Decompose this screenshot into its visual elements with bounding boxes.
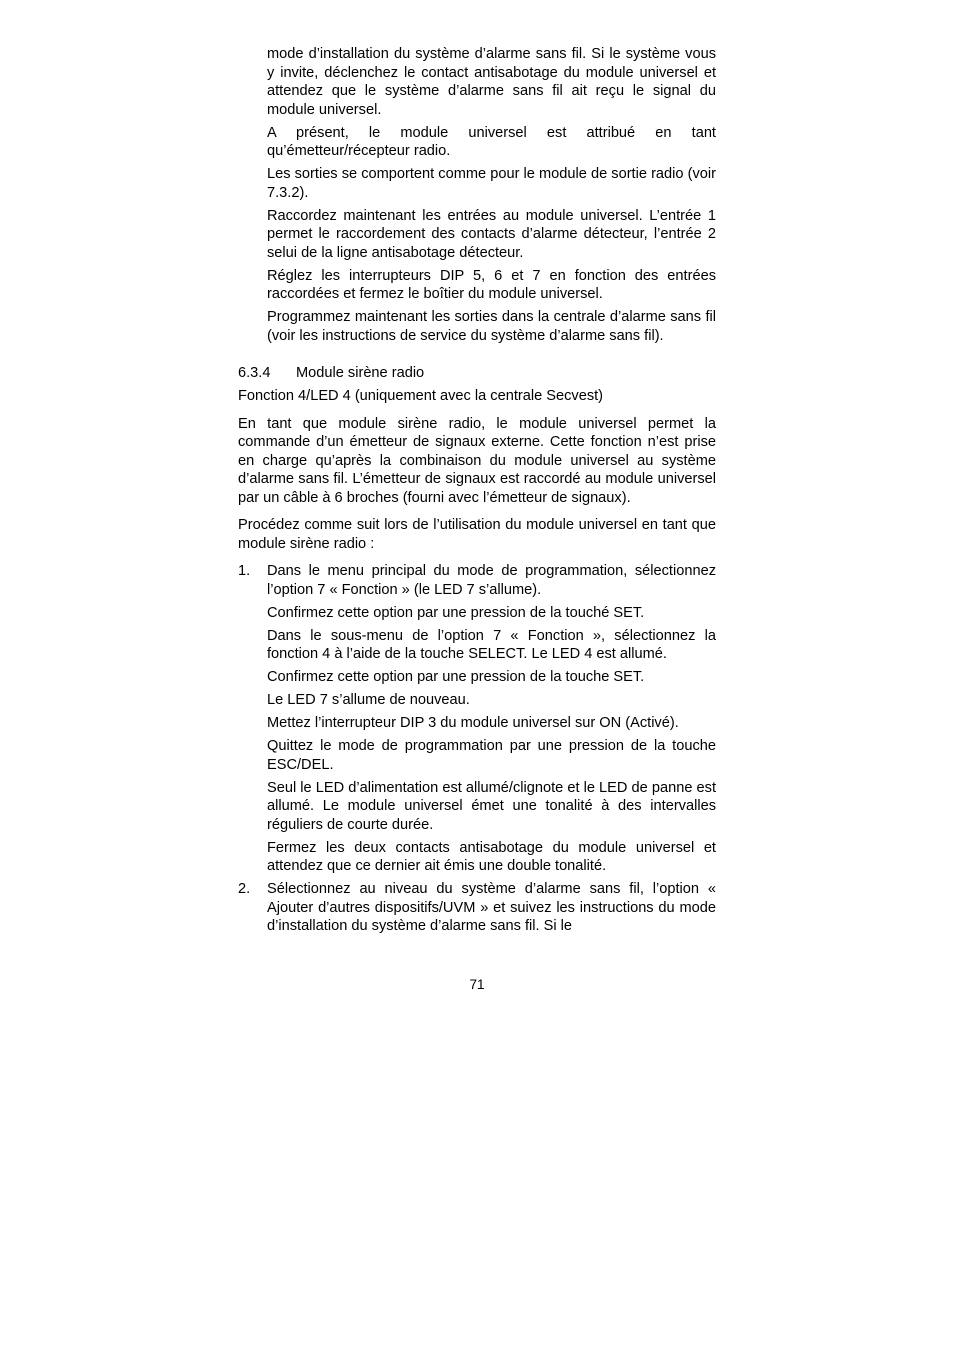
step-text: Dans le menu principal du mode de programmation, sélectionnez l’option 7 « Fonction » (le LED 7 s’allume).	[267, 563, 716, 598]
intro-paragraph: En tant que module sirène radio, le module universel permet la commande d’un émetteur de signaux externe. Cette fonction n’est prise en charge qu’après la combinaison du module universel au système d’alarme sans fil. L’émetteur de signaux est raccordé au module universel par un câble à 6 broches (fourni avec l’émetteur de signaux).	[238, 415, 716, 506]
section-title: Module sirène radio	[296, 365, 425, 381]
step-number: 2.	[238, 881, 251, 897]
step-1-sub-paragraph: Le LED 7 s’allume de nouveau.	[267, 692, 470, 708]
list-item-step-1	[238, 562, 716, 599]
section-heading	[238, 364, 716, 383]
paragraph-dip-switches: Réglez les interrupteurs DIP 5, 6 et 7 en fonction des entrées raccordées et fermez le boîtier du module universel.	[267, 267, 716, 302]
list-item-step-2	[238, 880, 716, 936]
section-number: 6.3.4	[238, 365, 271, 381]
step-1-sub-paragraph: Confirmez cette option par une pression de la touche SET.	[267, 669, 645, 685]
page-content	[238, 45, 716, 936]
step-number: 1.	[238, 563, 251, 579]
step-1-sub-paragraph: Seul le LED d’alimentation est allumé/clignote et le LED de panne est allumé. Le module universel émet une tonalité à des intervalles réguliers de courte durée.	[267, 779, 716, 833]
section-subtitle: Fonction 4/LED 4 (uniquement avec la centrale Secvest)	[238, 388, 604, 404]
page-number: 71	[469, 977, 485, 992]
paragraph-outputs: Les sorties se comportent comme pour le module de sortie radio (voir 7.3.2).	[267, 166, 716, 201]
paragraph-program-outputs: Programmez maintenant les sorties dans la centrale d’alarme sans fil (voir les instructions de service du système d’alarme sans fil).	[267, 309, 716, 344]
procedure-intro: Procédez comme suit lors de l’utilisation du module universel en tant que module sirène radio :	[238, 517, 716, 552]
paragraph-attributed: A présent, le module universel est attribué en tant qu’émetteur/récepteur radio.	[267, 124, 716, 159]
step-text: Sélectionnez au niveau du système d’alarme sans fil, l’option « Ajouter d’autres dispositifs/UVM » et suivez les instructions du mode d’installation du système d’alarme sans fil. Si le	[267, 881, 716, 934]
paragraph-install-mode: mode d’installation du système d’alarme sans fil. Si le système vous y invite, déclenchez le contact antisabotage du module universel et attendez que le système d’alarme sans fil ait reçu le signal du module universel.	[267, 46, 716, 118]
step-1-sub-paragraph: Quittez le mode de programmation par une pression de la touche ESC/DEL.	[267, 738, 716, 773]
step-1-sub-paragraph: Fermez les deux contacts antisabotage du module universel et attendez que ce dernier ait émis une double tonalité.	[267, 839, 716, 874]
step-1-sub-paragraph: Dans le sous-menu de l’option 7 « Fonction », sélectionnez la fonction 4 à l’aide de la touche SELECT. Le LED 4 est allumé.	[267, 627, 716, 662]
step-1-sub-paragraph: Confirmez cette option par une pression de la touché SET.	[267, 604, 645, 621]
paragraph-connect-inputs: Raccordez maintenant les entrées au module universel. L’entrée 1 permet le raccordement des contacts d’alarme détecteur, l’entrée 2 selui de la ligne antisabotage détecteur.	[267, 207, 716, 261]
step-1-sub-paragraph: Mettez l’interrupteur DIP 3 du module universel sur ON (Activé).	[267, 715, 679, 731]
